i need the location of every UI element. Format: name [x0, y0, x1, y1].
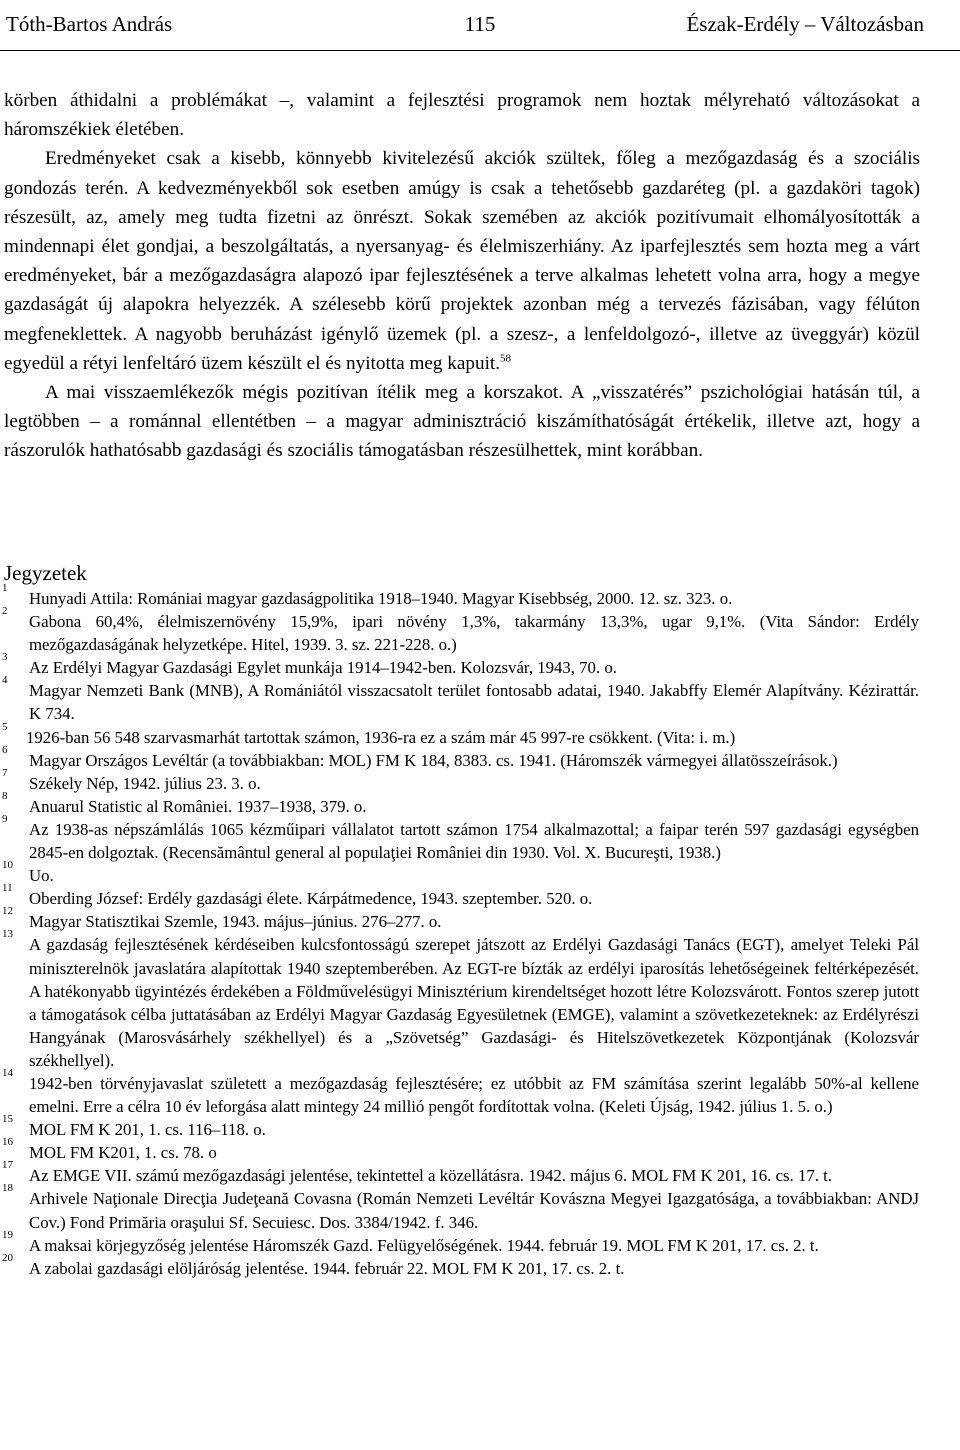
footnote-number: 3 [2, 651, 8, 664]
footnote-text: A zabolai gazdasági elöljáróság jelentése. 1944. február 22. MOL FM K 201, 17. cs. 2. t. [29, 1258, 625, 1278]
footnote-text: Oberding József: Erdély gazdasági élete. Kárpátmedence, 1943. szeptember. 520. o. [29, 889, 593, 909]
footnote-text: MOL FM K201, 1. cs. 78. o [29, 1143, 217, 1163]
footnote [2, 766, 919, 795]
footnote [2, 743, 919, 772]
footnote-text: Székely Nép, 1942. július 23. 3. o. [29, 773, 261, 793]
main-text [4, 86, 920, 466]
paragraph-1: körben áthidalni a problémákat –, valamint a fejlesztési programok nem hoztak mélyreható változásokat a háromszékiek életében. [4, 90, 920, 141]
footnote [2, 1228, 919, 1257]
footnote-text: Anuarul Statistic al României. 1937–1938, 379. o. [29, 796, 367, 816]
footnote-number: 6 [2, 743, 8, 756]
footnote [2, 1159, 919, 1187]
footnote-number: 17 [2, 1159, 13, 1172]
footnote-number: 8 [2, 789, 8, 802]
footnote [2, 1136, 919, 1164]
footnote-text: 1926-ban 56 548 szarvasmarhát tartottak számon, 1936-ra ez a szám már 45 997-re csökkent. (Vita: i. m.) [26, 727, 736, 747]
footnotes-list [2, 582, 919, 1280]
footnote [2, 720, 919, 749]
paragraph-3: A mai visszaemlékezők mégis pozitívan ítélik meg a korszakot. A „visszatérés” pszichológiai hatásán túl, a legtöbben – a románnal ellentétben – a magyar adminisztráció kiszámíthatóságát értékelik, illetve azt, hogy a rászorulók hathatósabb gazdasági és szociális támogatásban részesülhettek, mint korábban. [4, 382, 920, 462]
footnote-ref-58[interactable]: 58 [500, 352, 512, 365]
footnote-text: Magyar Statisztikai Szemle, 1943. május–június. 276–277. o. [29, 912, 442, 932]
paragraph-2-text: Eredményeket csak a kisebb, könnyebb kivitelezésű akciók szültek, főleg a mezőgazdaság és a szociális gondozás terén. A kedvezményekből sok esetben amúgy is csak a tehetősebb gazdaréteg (pl. a gazdaköri tagok) részesült, az, amely meg tudta fizetni az önrészt. Sokak szemében az akciók pozitívumait elhomályosították a mindennapi élet gondjai, a beszolgáltatás, a nyersanyag- és élelmiszerhiány. Az iparfejlesztés sem hozta meg a várt eredményeket, bár a mezőgazdaságra alapozó ipar fejlesztésének a terve alkalmas lehetett volna arra, hogy a megye gazdaságát új alapokra helyezzék. A szélesebb körű projektek azonban még a tervezés fázisában, vagy félúton megfeneklettek. A nagyobb beruházást igénylő üzemek (pl. a szesz-, a lenfeldolgozó-, illetve az üveggyár) közül egyedül a rétyi lenfeltáró üzem készült el és nyitotta meg kapuit. [4, 148, 920, 374]
footnote [2, 859, 919, 887]
footnote-number: 2 [2, 605, 8, 618]
running-header [0, 0, 960, 51]
footnote [2, 582, 919, 610]
footnote-text: Magyar Nemzeti Bank (MNB), A Romániától visszacsatolt terület fontosabb adatai, 1940. Jakabffy Elemér Alapítvány. Kézirattár. K 734. [29, 681, 919, 724]
footnote [2, 812, 919, 864]
page-number: 115 [464, 12, 496, 36]
footnote-number: 5 [2, 720, 8, 733]
footnote [2, 1066, 919, 1118]
paragraph-2 [4, 144, 920, 378]
footnote [2, 1113, 919, 1141]
footnote-number: 14 [2, 1066, 13, 1079]
footnote-number: 7 [2, 766, 8, 779]
footnote-number: 4 [2, 674, 8, 687]
footnote-text: Uo. [29, 866, 54, 886]
footnote [2, 1182, 919, 1233]
header-journal: Észak-Erdély – Változásban [686, 12, 924, 36]
footnote [2, 674, 919, 725]
footnote-text: Az Erdélyi Magyar Gazdasági Egylet munkája 1914–1942-ben. Kolozsvár, 1943, 70. o. [29, 658, 617, 678]
footnote [2, 1251, 919, 1280]
footnote-number: 19 [2, 1228, 13, 1241]
footnote-text: Az 1938-as népszámlálás 1065 kézműipari vállalatot tartott számon 1754 alkalmazottal; a faipar terén 597 gazdasági egységben 2845-en dolgoztak. (Recensământul general al populaţiei României din 1930. Vol. X. Bucureşti, 1938.) [29, 819, 919, 863]
footnote-text: A maksai körjegyzőség jelentése Háromszék Gazd. Felügyelőségének. 1944. február 19. MOL FM K 201, 17. cs. 2. t. [29, 1235, 819, 1255]
footnote-number: 12 [2, 905, 13, 918]
footnote-number: 11 [2, 882, 13, 895]
footnote-number: 13 [2, 928, 13, 941]
footnote-number: 20 [2, 1251, 13, 1264]
footnote [2, 651, 919, 679]
footnote-text: Hunyadi Attila: Romániai magyar gazdaságpolitika 1918–1940. Magyar Kisebbség, 2000. 12. sz. 323. o. [29, 589, 733, 608]
footnote-text: MOL FM K 201, 1. cs. 116–118. o. [29, 1120, 266, 1140]
footnote-text: Gabona 60,4%, élelmiszernövény 15,9%, ipari növény 1,3%, takarmány 13,3%, ugar 9,1%. (Vita Sándor: Erdély mezőgazdaságának helyzetképe. Hitel, 1939. 3. sz. 221-228. o.) [29, 612, 919, 655]
footnote [2, 905, 919, 933]
header-author: Tóth-Bartos András [6, 12, 173, 36]
footnote [2, 882, 919, 910]
footnote [2, 789, 919, 818]
footnote-number: 10 [2, 859, 13, 872]
footnote-number: 1 [2, 582, 8, 594]
notes-heading: Jegyzetek [4, 561, 87, 585]
footnote-number: 18 [2, 1182, 13, 1195]
footnote-number: 16 [2, 1136, 13, 1149]
footnote-text: A gazdaság fejlesztésének kérdéseiben kulcsfontosságú szerepet játszott az Erdélyi Gazdasági Tanács (EGT), amelyet Teleki Pál miniszterelnök javaslatára alapítottak 1940 szeptemberében. Az EGT-re bízták az erdélyi iparosítás lehetőségeinek feltérképezését. A hatékonyabb ügyintézés érdekében a Földművelésügyi Minisztérium kirendeltséget hozott létre Kolozsvárott. Fontos szerep jutott a támogatások célba juttatásában az Erdélyi Magyar Gazdaság Egyesületnek (EMGE), valamint a szövetkezeteknek: az Erdélyrészi Hangyának (Marosvásárhely székhellyel) és a „Szövetség” Gazdasági- és Hitelszövetkezetek Központjának (Kolozsvár székhellyel). [29, 935, 919, 1070]
footnote [2, 605, 919, 656]
footnote-text: Az EMGE VII. számú mezőgazdasági jelentése, tekintettel a közellátásra. 1942. május 6. MOL FM K 201, 16. cs. 17. t. [29, 1166, 832, 1186]
footnote-number: 9 [2, 812, 8, 825]
footnote-text: Arhivele Naţionale Direcţia Judeţeană Covasna (Román Nemzeti Levéltár Kovászna Megyei Igazgatósága, a továbbiakban: ANDJ Cov.) Fond Primăria oraşului Sf. Secuiesc. Dos. 3384/1942. f. 346. [29, 1189, 919, 1232]
footnote-text: Magyar Országos Levéltár (a továbbiakban: MOL) FM K 184, 8383. cs. 1941. (Háromszék vármegyei állatösszeírások.) [29, 750, 838, 770]
footnote [2, 928, 919, 1072]
footnote-number: 15 [2, 1113, 13, 1126]
footnote-text: 1942-ben törvényjavaslat született a mezőgazdaság fejlesztésére; ez utóbbit az FM számítása szerint legalább 50%-al kellene emelni. Erre a célra 10 év leforgása alatt mintegy 24 millió pengőt fordítottak volna. (Keleti Újság, 1942. július 1. 5. o.) [29, 1073, 919, 1117]
